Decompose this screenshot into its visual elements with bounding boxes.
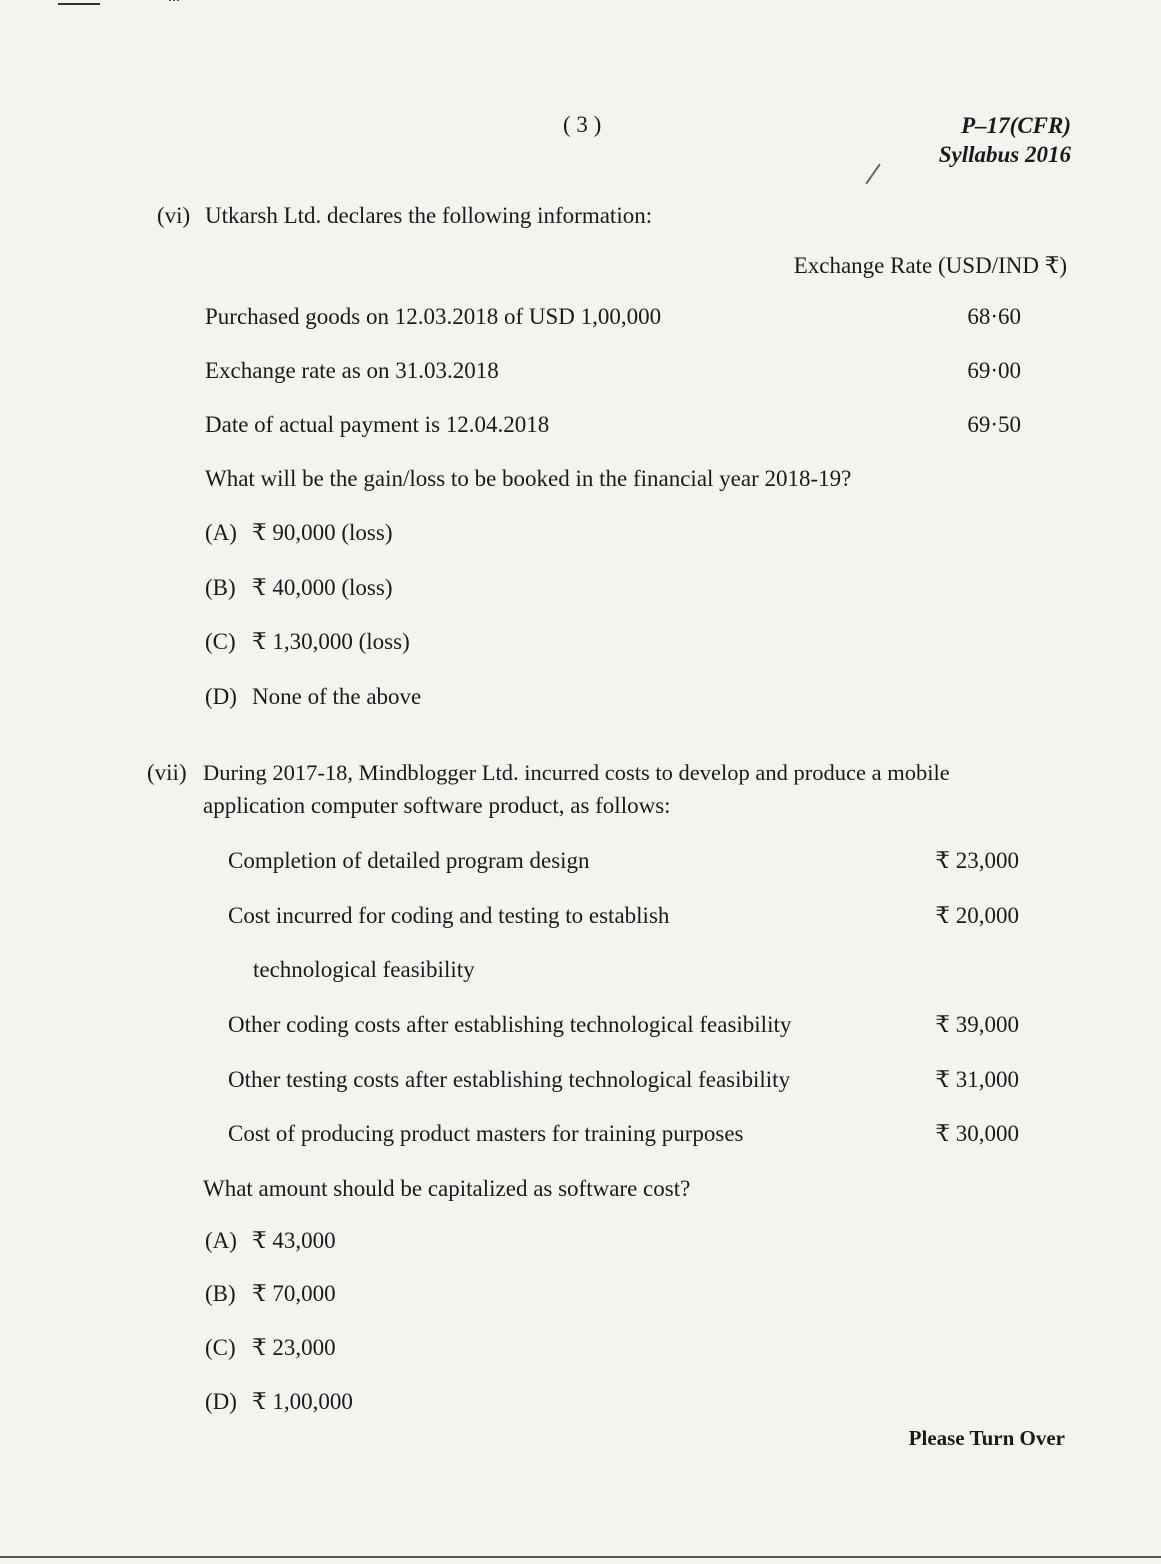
option-text: ₹ 90,000 (loss) <box>252 520 393 545</box>
option-text: ₹ 23,000 <box>252 1335 336 1360</box>
data-row-value: 69·00 <box>967 358 1021 383</box>
question-text: What amount should be capitalized as software cost? <box>203 1176 691 1201</box>
option-text: ₹ 40,000 (loss) <box>252 575 393 600</box>
bottom-rule <box>0 1556 1161 1558</box>
paper-code: P–17(CFR) <box>961 113 1071 138</box>
data-row-label: Exchange rate as on 31.03.2018 <box>205 358 499 383</box>
page-number: ( 3 ) <box>563 112 602 137</box>
question-intro: Utkarsh Ltd. declares the following information: <box>205 203 653 228</box>
question-text: What will be the gain/loss to be booked in the financial year 2018-19? <box>205 466 852 491</box>
top-rule <box>58 3 100 5</box>
data-row-label: Other coding costs after establishing technological feasibility <box>228 1012 792 1037</box>
data-row-label: Date of actual payment is 12.04.2018 <box>205 412 550 437</box>
pen-mark <box>865 164 880 185</box>
data-row-label: Cost of producing product masters for training purposes <box>228 1121 744 1146</box>
option-key: (A) <box>205 1228 237 1253</box>
question-intro: During 2017-18, Mindblogger Ltd. incurred costs to develop and produce a mobile <box>203 760 950 785</box>
data-row-label: Cost incurred for coding and testing to establish <box>228 903 670 928</box>
syllabus-label: Syllabus 2016 <box>938 142 1071 167</box>
data-row-value: ₹ 23,000 <box>935 848 1019 873</box>
data-row-value: 69·50 <box>967 412 1021 437</box>
data-row-label: Other testing costs after establishing technological feasibility <box>228 1067 791 1092</box>
option-key: (C) <box>205 1335 236 1360</box>
data-row-value: ₹ 39,000 <box>935 1012 1019 1037</box>
question-number: (vi) <box>157 203 191 228</box>
please-turn-over: Please Turn Over <box>908 1426 1065 1450</box>
option-text: ₹ 43,000 <box>252 1228 336 1253</box>
data-row-value: ₹ 20,000 <box>935 903 1019 928</box>
data-row-label: Completion of detailed program design <box>228 848 590 873</box>
option-key: (A) <box>205 520 237 545</box>
question-number: (vii) <box>147 760 187 785</box>
question-intro: application computer software product, as follows: <box>203 793 671 818</box>
option-key: (D) <box>205 1389 237 1414</box>
data-row-label: Purchased goods on 12.03.2018 of USD 1,00,000 <box>205 304 662 329</box>
option-text: ₹ 1,00,000 <box>252 1389 353 1414</box>
option-text: ₹ 70,000 <box>252 1281 336 1306</box>
option-key: (C) <box>205 629 236 654</box>
option-key: (B) <box>205 1281 236 1306</box>
data-row-label: technological feasibility <box>253 957 475 982</box>
option-text: ₹ 1,30,000 (loss) <box>252 629 410 654</box>
data-row-value: 68·60 <box>967 304 1021 329</box>
option-key: (D) <box>205 684 237 709</box>
data-row-value: ₹ 30,000 <box>935 1121 1019 1146</box>
option-text: None of the above <box>252 684 422 709</box>
option-key: (B) <box>205 575 236 600</box>
data-row-value: ₹ 31,000 <box>935 1067 1019 1092</box>
top-dots <box>168 0 180 6</box>
rate-column-header: Exchange Rate (USD/IND ₹) <box>793 253 1067 278</box>
